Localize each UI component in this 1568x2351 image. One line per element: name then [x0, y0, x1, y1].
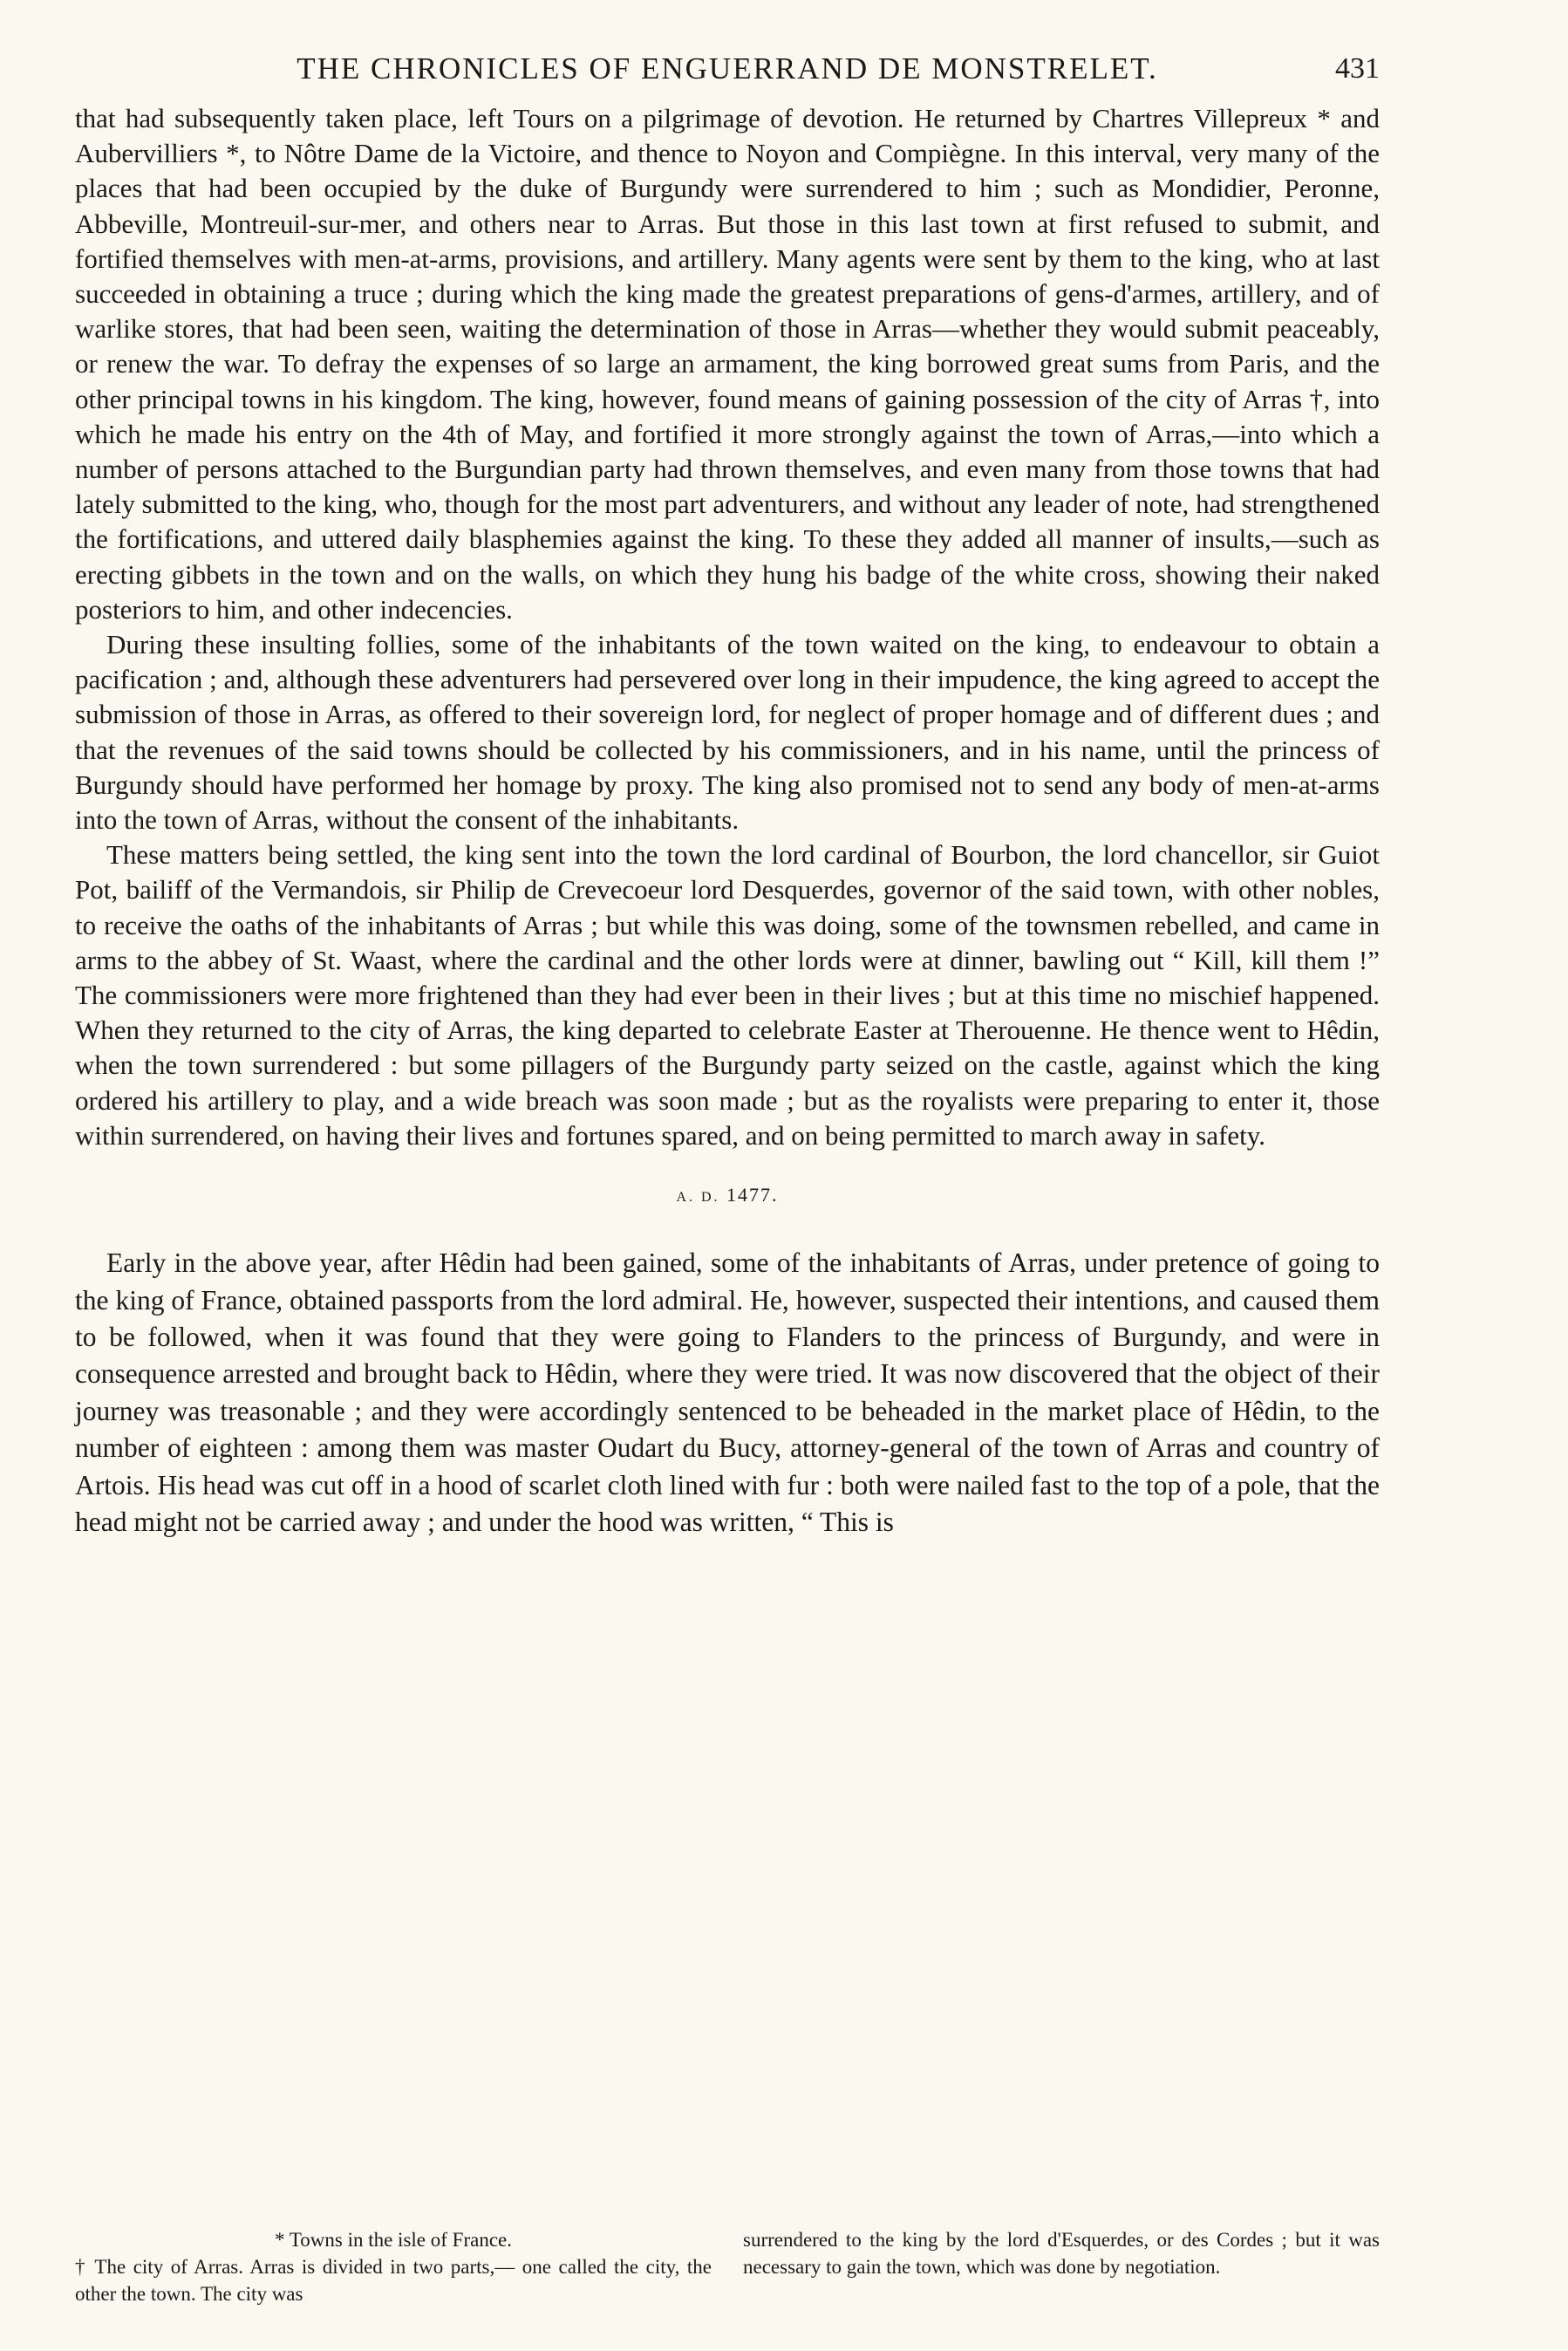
- running-head: [75, 47, 1380, 101]
- paragraph: that had subsequently taken place, left Tours on a pilgrimage of devotion. He returned by Chartres Villepreux * and Aubervilliers *, to Nôtre Dame de la Victoire, and thence to Noyon and Compiègne. In this interval, very many of the places that had been occupied by the duke of Burgundy were surrendered to him ; such as Mondidier, Peronne, Abbeville, Montreuil-sur-mer, and others near to Arras. But those in this last town at first refused to submit, and fortified themselves with men-at-arms, provisions, and artillery. Many agents were sent by them to the king, who at last succeeded in obtaining a truce ; during which the king made the greatest preparations of gens-d'armes, artillery, and of warlike stores, that had been seen, waiting the determination of those in Arras—whether they would submit peaceably, or renew the war. To defray the expenses of so large an armament, the king borrowed great sums from Paris, and the other principal towns in his kingdom. The king, however, found means of gaining possession of the city of Arras †, into which he made his entry on the 4th of May, and fortified it more strongly against the town of Arras,—into which a number of persons attached to the Burgundian party had thrown themselves, and even many from those towns that had lately submitted to the king, who, though for the most part adventurers, and without any leader of note, had strengthened the fortifications, and uttered daily blasphemies against the king. To these they added all manner of insults,—such as erecting gibbets in the town and on the walls, on which they hung his badge of the white cross, showing their naked posteriors to him, and other indecencies.: [75, 103, 1380, 625]
- paragraph: During these insulting follies, some of the inhabitants of the town waited on the king, to endeavour to obtain a pacification ; and, although these adventurers had persevered over long in their impudence, the king agreed to accept the submission of those in Arras, as offered to their sovereign lord, for neglect of proper homage and of different dues ; and that the revenues of the said towns should be collected by his commissioners, and in his name, until the princess of Burgundy should have performed her homage by proxy. The king also promised not to send any body of men-at-arms into the town of Arras, without the consent of the inhabitants.: [75, 629, 1380, 836]
- year-heading: [75, 1178, 1380, 1215]
- footnote-continuation: surrendered to the king by the lord d'Esquerdes, or des Cordes ; but it was necessary to gain the town, which was done by negotiation.: [743, 2229, 1380, 2278]
- main-text: [75, 101, 1380, 1153]
- footnote-column-left: [75, 2226, 712, 2307]
- year-value: 1477.: [726, 1184, 779, 1206]
- footnote-column-right: [743, 2226, 1380, 2307]
- paragraph: Early in the above year, after Hêdin had been gained, some of the inhabitants of Arras, under pretence of going to the king of France, obtained passports from the lord admiral. He, however, suspected their intentions, and caused them to be followed, when it was found that they were going to Flanders to the princess of Burgundy, and were in consequence arrested and brought back to Hêdin, where they were tried. It was now discovered that the object of their journey was treasonable ; and they were accordingly sentenced to be beheaded in the market place of Hêdin, to the number of eighteen : among them was master Oudart du Bucy, attorney-general of the town of Arras and country of Artois. His head was cut off in a hood of scarlet cloth lined with fur : both were nailed fast to the top of a pole, that the head might not be carried away ; and under the hood was written, “ This is: [75, 1247, 1380, 1537]
- year-era: A. D.: [676, 1190, 720, 1206]
- running-title: THE CHRONICLES OF ENGUERRAND DE MONSTRELET.: [297, 51, 1158, 85]
- footnotes: [75, 2226, 1380, 2307]
- document-page: [75, 47, 1380, 2305]
- paragraph: These matters being settled, the king sent into the town the lord cardinal of Bourbon, the lord chancellor, sir Guiot Pot, bailiff of the Vermandois, sir Philip de Crevecoeur lord Desquerdes, governor of the said town, with other nobles, to receive the oaths of the inhabitants of Arras ; but while this was doing, some of the townsmen rebelled, and came in arms to the abbey of St. Waast, where the cardinal and the other lords were at dinner, bawling out “ Kill, kill them !” The commissioners were more frightened than they had ever been in their lives ; but at this time no mischief happened. When they returned to the city of Arras, the king departed to celebrate Easter at Therouenne. He thence went to Hêdin, when the town surrendered : but some pillagers of the Burgundy party seized on the castle, against which the king ordered his artillery to play, and a wide breach was soon made ; but as the royalists were preparing to enter it, those within surrendered, on having their lives and fortunes spared, and on being permitted to march away in safety.: [75, 839, 1380, 1151]
- page-number: 431: [1335, 52, 1380, 85]
- main-text-continued: [75, 1245, 1380, 1541]
- footnote: † The city of Arras. Arras is divided in two parts,— one called the city, the other the town. The city was: [75, 2256, 712, 2305]
- footnote: * Towns in the isle of France.: [274, 2229, 512, 2251]
